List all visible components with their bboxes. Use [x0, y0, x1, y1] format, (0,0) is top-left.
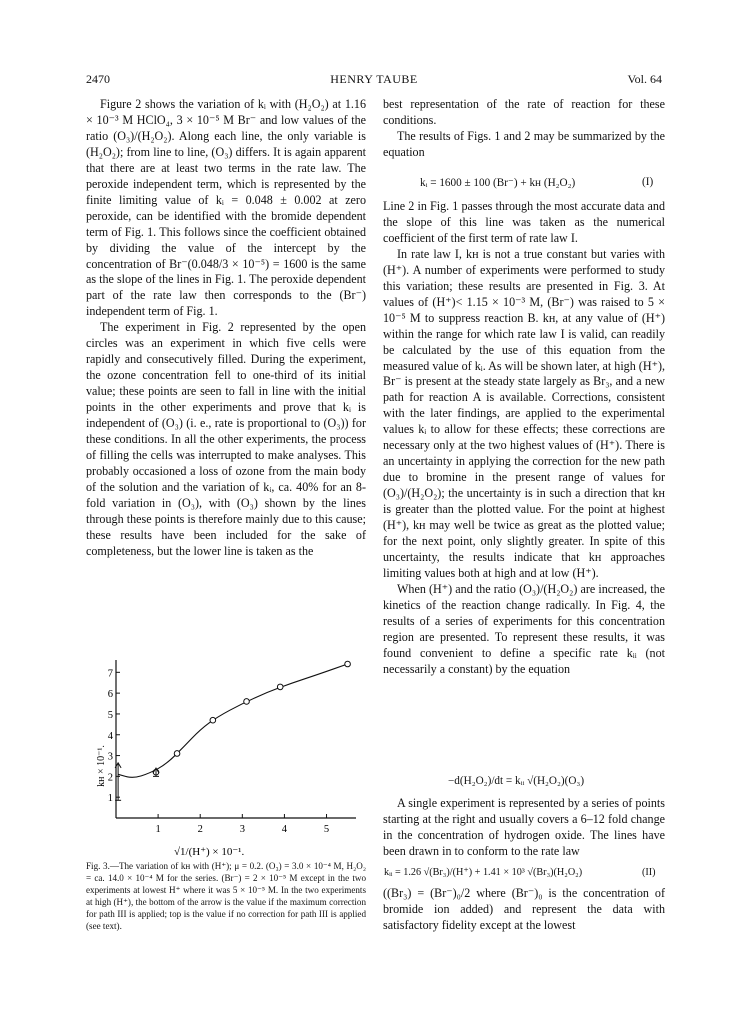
curve-path — [118, 664, 347, 777]
paragraph: Line 2 in Fig. 1 passes through the most accurate data and the slope of this line was taken as the numerical coefficient of the first term of rate law I. — [383, 199, 665, 245]
x-tick-label: 5 — [323, 824, 330, 835]
chart-axes — [116, 660, 356, 818]
running-title: HENRY TAUBE — [330, 72, 418, 86]
y-tick-labels — [108, 668, 114, 804]
paragraph: ((Br₃) = (Br⁻)₀/2 where (Br⁻)₀ is the concentration of bromide ion added) and represent the data with satisfactory fidelity except at the lowest — [383, 886, 665, 932]
right-column-lower — [383, 796, 665, 860]
data-point — [345, 661, 351, 667]
equation-3-number: (II) — [642, 867, 656, 878]
page-number: 2470 — [86, 72, 110, 86]
x-tick-label: 3 — [239, 824, 245, 835]
y-axis-label: kʜ × 10⁻¹. — [96, 745, 107, 787]
y-tick-label: 6 — [107, 689, 113, 701]
right-column-middle — [383, 199, 665, 678]
x-tick-label: 2 — [197, 824, 203, 835]
paragraph: The experiment in Fig. 2 represented by the open circles was an experiment in which five cells were rapidly and consecutively filled. During the experiment, the ozone concentration fell to one-third of its initial value; these points are seen to fall in line with the initial points in the other experiments and prove that kᵢ is independent of (O₃) (i. e., rate is proportional to (O₃)) for these conditions. In all the other experiments, the process of filling the cells was interrupted to make analyses. This probably occasioned a loss of ozone from the main body of the solution and the variation of kᵢ, ca. 40% for an 8-fold variation in (O₃), with (O₃) shown by the lines through these points is therefore mainly due to this cause; these results have been included for the sake of completeness, but the lower line is taken as the — [86, 320, 366, 558]
paragraph: best representation of the rate of reaction for these conditions. — [383, 97, 665, 127]
x-tick-label: 4 — [281, 824, 288, 835]
y-tick-label: 1 — [107, 793, 113, 805]
data-points — [115, 661, 350, 800]
x-axis-label: √1/(H⁺) × 10⁻¹. — [174, 846, 245, 858]
data-point — [244, 699, 250, 705]
paragraph: When (H⁺) and the ratio (O₃)/(H₂O₂) are increased, the kinetics of the reaction change radically. In Fig. 4, the results of a series of experiments for this concentration region are presented. To represent these results, it was found convenient to define a specific rate kᵢᵢ (not necessarily a constant) by the equation — [383, 581, 665, 676]
paragraph: In rate law I, kʜ is not a true constant but varies with (H⁺). A number of experiments were performed to study this variation; these results are presented in Fig. 3. At values of (H⁺)< 1.15 × 10⁻³ M, (Br⁻) was raised to 5 × 10⁻⁵ M to suppress reaction B. kʜ, at any value of (H⁺) within the range for which rate law I is valid, can readily be calculated by the use of this equation from the measured value of kᵢ. As will be shown later, at high (H⁺), Br⁻ is present at the steady state largely as Br₃, and a new path for reaction A is available. Corrections, consistent with the later findings, are applied to the experimental values kᵢ to allow for these effects; these corrections are necessary only at the two highest values of (H⁺). There is an uncertainty in applying the correction for the new path due to bromine in the present range of values for (O₃)/(H₂O₂); the uncertainty is in such a direction that kʜ is greater than the plotted value. For the point at highest (H⁺), kʜ may well be twice as great as the plotted value; for the next point, only slightly greater. In spite of this uncertainty, the results indicate that kʜ approaches limiting values both at high and at low (H⁺). — [383, 246, 665, 580]
volume-label: Vol. 64 — [627, 72, 662, 86]
data-point — [174, 751, 180, 757]
paragraph: Figure 2 shows the variation of kᵢ with (H₂O₂) at 1.16 × 10⁻³ M HClO₄, 3 × 10⁻⁵ M Br⁻ and low values of the ratio (O₃)/(H₂O₂). Along each line, the only variable is (H₂O₂); from line to line, (O₃) differs. It is again apparent that there are at least two terms in the rate law. The peroxide independent term, which is represented by the finite limiting value of kᵢ = 0.048 ± 0.002 at zero peroxide, can be identified with the bromide dependent term of Fig. 1. This follows since the coefficient obtained by dividing the value of the intercept by the concentration of Br⁻(0.048/3 × 10⁻⁵) = 1600 is the same as the slope of the lines in Fig. 1. The peroxide dependent part of the rate law then corresponds to the (Br⁻) independent term of Fig. 1. — [86, 97, 366, 319]
y-tick-label: 7 — [107, 668, 113, 680]
figure-caption: Fig. 3.—The variation of kʜ with (H⁺); μ = 0.2. (O₃) = 3.0 × 10⁻⁴ M, H₂O₂ = ca. 14.0 × 10⁻⁴ M for the series. (Br⁻) = 2 × 10⁻⁵ M except in the two experiments at lowest H⁺ where it was 5 × 10⁻⁵ M. In the two experiments at high (H⁺), the bottom of the arrow is the value if the maximum correction for path III is applied; top is the value if no correction for path III is applied (see text). — [86, 861, 366, 931]
equation-1-number: (I) — [642, 176, 654, 188]
equation-3: kᵢᵢ = 1.26 √(Br₃)/(H⁺) + 1.41 × 10³ √(Br₃)(H₂O₂) — [384, 867, 583, 878]
left-column — [86, 97, 366, 560]
y-tick-label: 5 — [107, 709, 113, 721]
paragraph: A single experiment is represented by a series of points starting at the right and usually covers a 6–12 fold change in the concentration of hydrogen oxide. The lines have been drawn in to conform to the rate law — [383, 796, 665, 858]
data-point — [210, 717, 216, 723]
paragraph: The results of Figs. 1 and 2 may be summarized by the equation — [383, 128, 665, 159]
x-tick-labels — [155, 824, 329, 835]
y-tick-label: 2 — [107, 772, 113, 784]
right-column-top — [383, 97, 665, 161]
y-tick-label: 3 — [107, 751, 113, 763]
right-column-bottom — [383, 886, 665, 934]
x-tick-label: 1 — [155, 824, 161, 835]
data-point — [277, 684, 283, 690]
figure-3-chart — [94, 658, 366, 860]
fitted-curve — [118, 664, 347, 777]
equation-1: kᵢ = 1600 ± 100 (Br⁻) + kʜ (H₂O₂) — [420, 177, 576, 189]
y-tick-label: 4 — [107, 730, 113, 742]
equation-2: −d(H₂O₂)/dt = kᵢᵢ √(H₂O₂)(O₃) — [448, 775, 585, 787]
